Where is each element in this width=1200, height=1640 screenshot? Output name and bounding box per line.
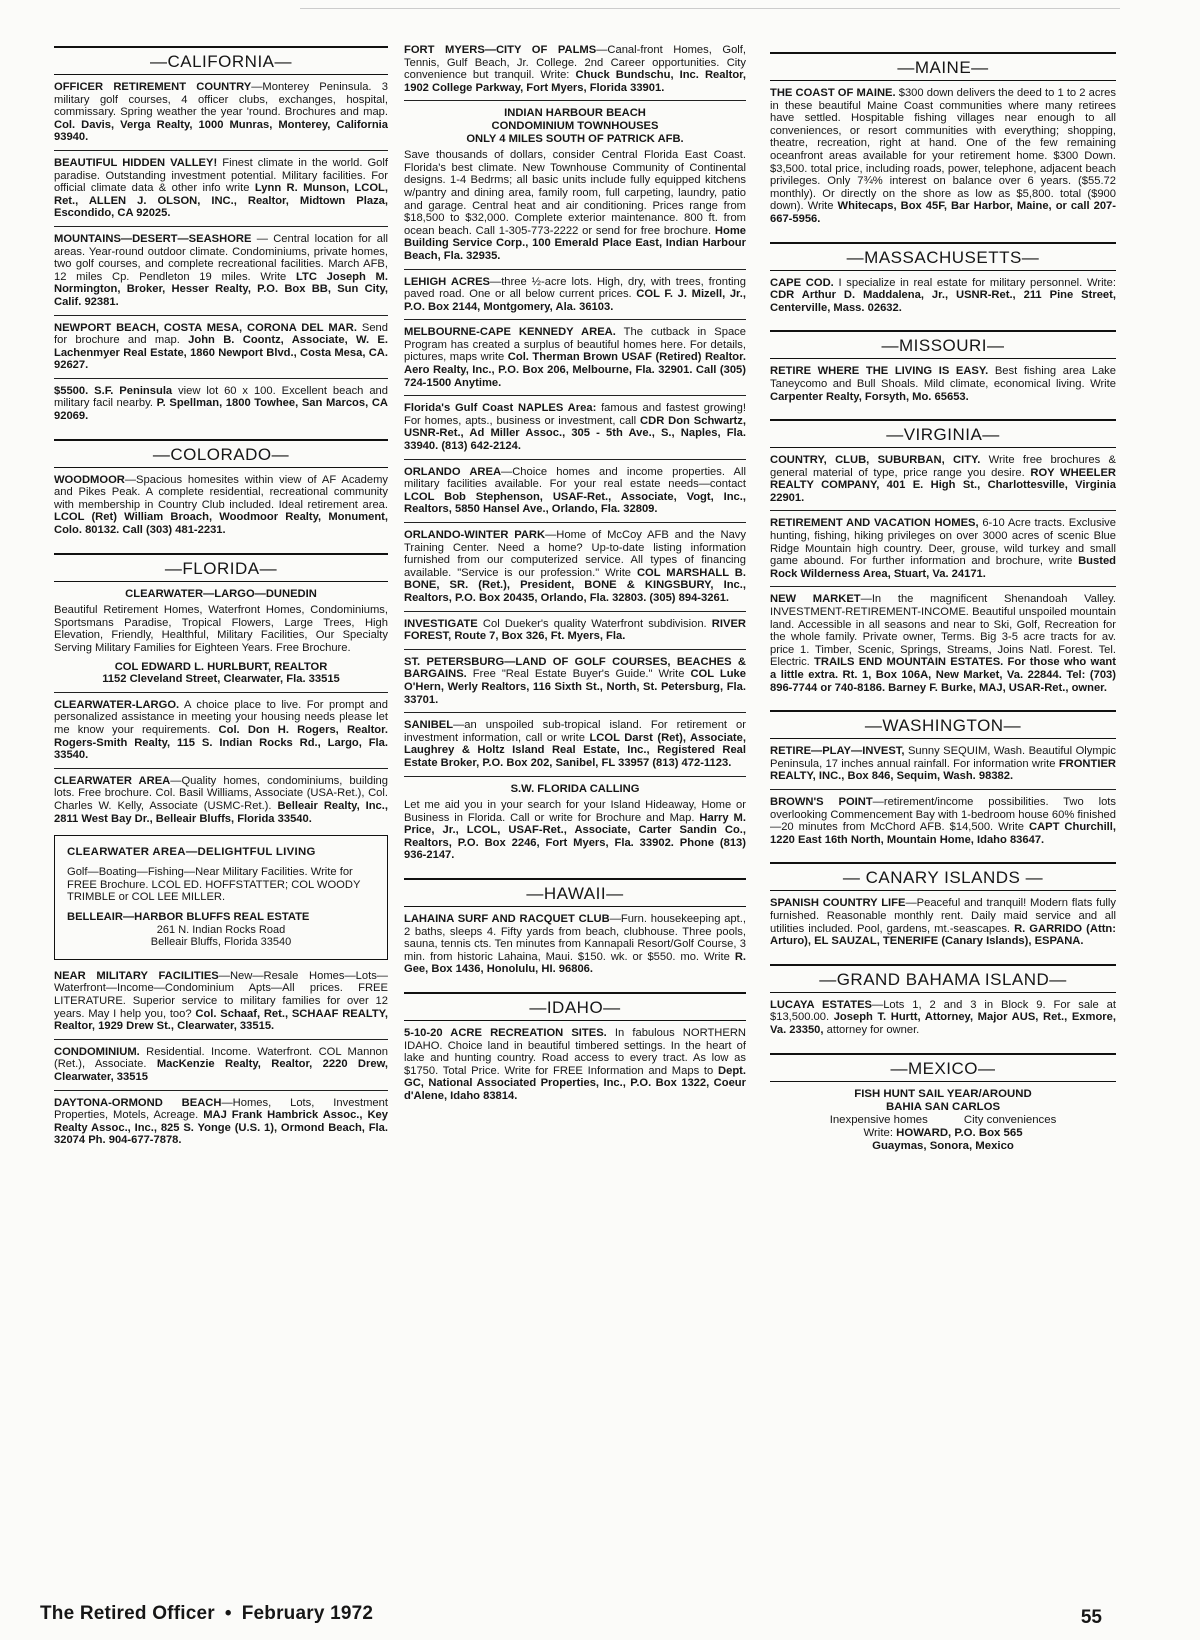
- section-rule: [770, 270, 1116, 271]
- ad-bold-text: LCOL Darst (Ret), Associate, Laughrey & Holtz Island Real Estate, Inc., Registered Real Estate Broker, P.O. Box 202, Sanibel, FL 33957 (813) 472-1123.: [404, 731, 746, 769]
- ad-bold-text: Carpenter Realty, Forsyth, Mo. 65653.: [770, 390, 969, 403]
- ad-bold-text: CAPT Churchill, 1220 East 16th North, Mountain Home, Idaho 83647.: [770, 821, 1116, 846]
- ad-text: $300 down delivers the deed to 1 to 2 acres in these beautiful Maine Coast communities where many retirees have settled. Hospitable fishing villages near enough to all conveniences, or resort communities with everything; shopping, theatre, recreation, right at hand. One of the few remaining oceanfront areas available for your retirement home. $300 Down. $3,500. total price, including roads, power, telephone, adjacent beach privileges. Only 7¾% interest on balance over 6 years. ($55.72 monthly). Or directly on the shore as low as $5,800. total ($900 down). Write: [770, 87, 1116, 213]
- ad-text: Sunny SEQUIM, Wash. Beautiful Olympic Peninsula, 17 inches annual rainfall. For information write: [770, 745, 1116, 770]
- section-idaho: [404, 992, 746, 1021]
- section-california: [54, 46, 388, 75]
- ad-bold-text: R. Gee, Box 1436, Honolulu, HI. 96806.: [404, 950, 746, 976]
- ad-bold-text: CLEARWATER-LARGO.: [54, 698, 180, 711]
- ad-bold-text: Florida's Gulf Coast NAPLES Area:: [404, 402, 597, 415]
- ad-text: Send for brochure and map.: [54, 321, 388, 347]
- ad-bold-text: LCOL (Ret) William Broach, Woodmoor Realty, Monument, Colo. 80132. Call (303) 481-2231.: [54, 511, 388, 537]
- section-missouri: [770, 330, 1116, 359]
- ad-divider: [54, 692, 388, 693]
- classified-ad: [770, 517, 1116, 580]
- ad-bold-text: Busted Rock Wilderness Area, Stuart, Va. 24171.: [770, 555, 1116, 580]
- section-rule: [770, 992, 1116, 993]
- ad-bold-text: Chuck Bundschu, Inc. Realtor, 1902 College Parkway, Fort Myers, Florida 33901.: [404, 69, 746, 94]
- ad-address: Guaymas, Sonora, Mexico: [872, 1139, 1014, 1152]
- section-rule: [404, 906, 746, 907]
- ad-bold-text: TRAILS END MOUNTAIN ESTATES. For those who want a little extra. Rt. 1, Box 106A, New Market, Va. 22844. Tel: (703) 896-7744 or 740-8186. Barney F. Burke, MAJ, USAR-Ret., owner.: [770, 656, 1116, 694]
- section-title: —CALIFORNIA—: [149, 52, 293, 71]
- ad-text: —three ½-acre lots. High, dry, with trees, fronting paved road. One or all below current prices.: [404, 275, 746, 301]
- classified-ad: [404, 402, 746, 452]
- ad-text: The cutback in Space Program has created a surplus of beautiful homes here. For details, pictures, maps write: [404, 326, 746, 364]
- boxed-ad-body: Golf—Boating—Fishing—Near Military Facilities. Write for FREE Brochure. LCOL ED. HOFFSTATTER; COL WOODY TRIMBLE or COL LEE MILLER.: [67, 866, 361, 903]
- ad-divider: [404, 395, 746, 396]
- column-right: [770, 52, 1116, 1153]
- ad-divider: [404, 522, 746, 523]
- classified-ad: [770, 999, 1116, 1037]
- ad-bold-text: CDR Don Schwartz, USNR-Ret., Ad Miller Assoc., 305 - 5th Ave., S., Naples, Fla. 33940. (813) 642-2124.: [404, 414, 746, 453]
- section-rule: [54, 74, 388, 75]
- ad-bold-text: RETIRE—PLAY—INVEST,: [770, 745, 905, 758]
- top-scan-edge: [300, 8, 1120, 9]
- ad-bold-text: CONDOMINIUM.: [54, 1045, 140, 1058]
- ad-text: —Homes, Lots, Investment Properties, Motels, Acreage.: [54, 1096, 388, 1122]
- classified-ad: [770, 277, 1116, 315]
- column-middle: [404, 44, 746, 1109]
- ad-text: Finest climate in the world. Golf paradise. Outstanding investment potential. Military facilities. For official climate data & other info write: [54, 156, 388, 195]
- ad-divider: [54, 150, 388, 151]
- ad-bold-text: MacKenzie Realty, Realtor, 2220 Drew, Clearwater, 33515: [54, 1058, 388, 1083]
- section-hawaii: [404, 878, 746, 907]
- page-number: 55: [1080, 1607, 1102, 1628]
- section-title: —MEXICO—: [890, 1058, 996, 1078]
- ad-bold-text: MAJ Frank Hambrick Assoc., Key Realty Assoc., Inc., 825 S. Yonge (U.S. 1), Ormond Beach, Fla. 32074 Ph. 904-677-7878.: [54, 1109, 388, 1147]
- section-title: —MAINE—: [897, 58, 989, 77]
- boxed-ad-address: Belleair Bluffs, Florida 33540: [150, 936, 292, 949]
- mexico-ad: [770, 1088, 1116, 1153]
- ad-text: Residential. Income. Waterfront. COL Mannon (Ret.), Associate.: [54, 1045, 388, 1071]
- ad-feature: City conveniences: [963, 1113, 1057, 1126]
- section-washington: [770, 710, 1116, 739]
- ad-bold-text: FORT MYERS—CITY OF PALMS: [404, 44, 597, 56]
- classified-ad: [54, 775, 388, 825]
- ad-text: view lot 60 x 100. Excellent beach and military facil nearby.: [54, 384, 388, 410]
- bullet-separator: •: [224, 1603, 232, 1624]
- section-rule: [770, 738, 1116, 739]
- classified-ad: [404, 326, 746, 389]
- ad-bold-text: SANIBEL: [404, 719, 454, 732]
- ad-bold-text: LEHIGH ACRES: [404, 275, 490, 288]
- section-title: —IDAHO—: [529, 998, 621, 1018]
- ad-divider: [54, 315, 388, 316]
- ad-bold-text: SPANISH COUNTRY LIFE: [770, 897, 906, 910]
- ad-bold-text: Home Building Service Corp., 100 Emerald Place East, Indian Harbour Beach, Fla. 32935.: [404, 224, 746, 262]
- section-rule: [54, 467, 388, 468]
- classified-ad: [54, 322, 388, 372]
- ad-bold-text: Belleair Realty, Inc., 2811 West Bay Dr., Belleair Bluffs, Florida 33540.: [54, 799, 388, 825]
- publication-name: The Retired Officer: [40, 1603, 215, 1624]
- ad-bold-text: RETIRE WHERE THE LIVING IS EASY.: [770, 365, 989, 378]
- classified-ad: [54, 970, 388, 1033]
- ad-divider: [770, 586, 1116, 587]
- ad-bold-text: CAPE COD.: [770, 276, 834, 289]
- section-rule: [770, 358, 1116, 359]
- ad-text: — Central location for all areas. Year-round outdoor climate. Condominiums, private homes, two golf courses, and complete recreational facilities. March AFB, 12 miles Cp. Pendleton 19 miles. Write: [54, 232, 388, 283]
- ad-text: —In the magnificent Shenandoah Valley. INVESTMENT-RETIREMENT-INCOME. Beautiful unspoiled mountain land. Accessible in all seasons and near to Ski, Golf, Recreation for the whole family. Private owner, Terms. Big 3-5 acre tracts for av. price 1. Timber, Scenic, Springs, Streams, Joins Natl. Forest. Tel. Electric.: [770, 593, 1116, 669]
- classified-ad: [404, 913, 746, 976]
- ad-text: —Lots 1, 2 and 3 in Block 9. For sale at $13,500.00.: [770, 998, 1116, 1024]
- classified-ad: [404, 529, 746, 605]
- section-grand-bahama: [770, 964, 1116, 993]
- ad-advertiser: COL EDWARD L. HURLBURT, REALTOR: [114, 660, 328, 673]
- section-rule: [770, 80, 1116, 81]
- ad-bold-text: CDR Arthur D. Maddalena, Jr., USNR-Ret., 211 Pine Street, Centerville, Mass. 02632.: [770, 289, 1116, 314]
- ad-bold-text: $5500. S.F. Peninsula: [54, 384, 173, 397]
- ad-bold-text: P. Spellman, 1800 Towhee, San Marcos, CA 92069.: [54, 397, 388, 423]
- section-maine: [770, 52, 1116, 81]
- ad-contact: [770, 1127, 1116, 1140]
- ad-text: —Quality homes, condominiums, building lots. Free brochure. Col. Basil Williams, Associate (USA-Ret.), Col. Charles W. Kelly, Associate (USMC-Ret.).: [54, 774, 388, 812]
- ad-bold-text: Whitecaps, Box 45F, Bar Harbor, Maine, or call 207-667-5956.: [770, 200, 1116, 225]
- ad-text: —New—Resale Homes—Lots—Waterfront—Income—Condominium Apts—All prices. FREE LITERATURE. Superior service to military families for over 12 years. May I help you, too?: [54, 969, 388, 1020]
- boxed-ad-address: 261 N. Indian Rocks Road: [156, 923, 286, 936]
- section-title: —VIRGINIA—: [886, 425, 1000, 445]
- ad-bold-text: Joseph T. Hurtt, Attorney, Major AUS, Ret., Exmore, Va. 23350,: [770, 1011, 1116, 1036]
- classified-ad: [54, 385, 388, 423]
- ad-bold-text: ORLANDO-WINTER PARK: [404, 529, 546, 541]
- ad-heading: S.W. FLORIDA CALLING: [510, 782, 640, 795]
- column-left: [54, 46, 388, 1153]
- ad-bold-text: R. GARRIDO (Attn: Arturo), EL SAUZAL, TENERIFE (Canary Islands), ESPANA.: [770, 922, 1116, 948]
- classified-ad: [404, 719, 746, 769]
- section-title: —HAWAII—: [526, 884, 624, 904]
- classified-ad: [54, 81, 388, 144]
- section-rule: [404, 1020, 746, 1021]
- section-rule: [54, 581, 388, 582]
- classified-ad: [404, 656, 746, 706]
- ad-bold-text: CLEARWATER AREA: [54, 774, 171, 787]
- boxed-ad-heading: CLEARWATER AREA—DELIGHTFUL LIVING: [67, 846, 316, 859]
- classified-ad: [404, 466, 746, 516]
- ad-bold-text: FRONTIER REALTY, INC., Box 846, Sequim, Wash. 98382.: [770, 757, 1116, 783]
- ad-text: famous and fastest growing! For homes, apts., business or investment, call: [404, 402, 746, 427]
- ad-text: —Peaceful and tranquil! Modern flats fully furnished. Reasonable monthly rent. Daily maid service and all utilities included. Pool, gardens, mt.-seascapes.: [770, 897, 1116, 935]
- ad-contact-name: HOWARD, P.O. Box 565: [896, 1126, 1023, 1139]
- ad-bold-text: Dept. GC, National Associated Properties, Inc., P.O. Box 1322, Coeur d'Alene, Idaho 83814.: [404, 1064, 746, 1102]
- ad-bold-text: BEAUTIFUL HIDDEN VALLEY!: [54, 156, 218, 169]
- ad-text: attorney for owner.: [823, 1023, 920, 1036]
- ad-text: Write free brochures & general material of type, price range you desire.: [770, 454, 1116, 479]
- ad-divider: [54, 226, 388, 227]
- classified-ad: [770, 593, 1116, 694]
- ad-divider: [404, 459, 746, 460]
- ad-text: —Monterey Peninsula. 3 military golf courses, 4 officer clubs, exchanges, hospital, commissary. Spring weather the year 'round. Brochures and map.: [54, 81, 388, 119]
- ad-bold-text: COUNTRY, CLUB, SUBURBAN, CITY.: [770, 454, 981, 467]
- ad-bold-text: John B. Coontz, Associate, W. E. Lachenmyer Real Estate, 1860 Newport Blvd., Costa Mesa, CA. 92627.: [54, 334, 388, 372]
- ad-text: —an unspoiled sub-tropical island. For retirement or investment information, call or write: [404, 719, 746, 744]
- ad-heading: FISH HUNT SAIL YEAR/AROUND: [854, 1087, 1032, 1100]
- ad-text: Col Dueker's quality Waterfront subdivision.: [477, 617, 712, 630]
- ad-bold-text: Col. Therman Brown USAF (Retired) Realtor. Aero Realty, Inc., P.O. Box 206, Melbourne, Fla. 32901. Call (305) 724-1500 Anytime.: [404, 351, 746, 389]
- classified-ad: [54, 1097, 388, 1147]
- ad-bold-text: ST. PETERSBURG—LAND OF GOLF COURSES, BEACHES & BARGAINS.: [404, 655, 746, 681]
- ad-divider: [54, 378, 388, 379]
- ad-bold-text: LTC Joseph M. Normington, Broker, Hesser Realty, P.O. Box BB, Sun City, Calif. 92381.: [54, 270, 388, 308]
- ad-divider: [404, 776, 746, 777]
- section-title: — CANARY ISLANDS —: [842, 868, 1044, 888]
- ad-text: 6-10 Acre tracts. Exclusive hunting, fishing, hiking privileges on over 3000 acres of scenic Blue Ridge Mountain high country. Deer, grouse, wild turkey and small game abound. For further information and brochure, write: [770, 517, 1116, 568]
- ad-bold-text: COL Luke O'Hern, Werly Realtors, 116 Sixth St., North, St. Petersburg, Fla. 33701.: [404, 668, 746, 706]
- ad-heading: CONDOMINIUM TOWNHOUSES: [491, 119, 659, 132]
- ad-divider: [770, 789, 1116, 790]
- ad-bold-text: WOODMOOR: [54, 473, 125, 486]
- ad-heading: ONLY 4 MILES SOUTH OF PATRICK AFB.: [466, 132, 684, 145]
- ad-address: 1152 Cleveland Street, Clearwater, Fla. 33515: [102, 673, 340, 686]
- classified-ad: [404, 44, 746, 94]
- ad-text: Free "Real Estate Buyer's Guide." Write: [466, 668, 691, 681]
- ad-bold-text: NEW MARKET: [770, 593, 861, 606]
- classified-ad: [404, 799, 746, 862]
- classified-ad: [54, 157, 388, 220]
- ad-bold-text: THE COAST OF MAINE.: [770, 87, 896, 99]
- section-florida: [54, 553, 388, 582]
- ad-bold-text: LAHAINA SURF AND RACQUET CLUB: [404, 913, 610, 926]
- section-canary-islands: [770, 862, 1116, 891]
- ad-divider: [54, 768, 388, 769]
- ad-heading: INDIAN HARBOUR BEACH: [504, 107, 646, 120]
- ad-bold-text: Harry M. Price, Jr., LCOL, USAF-Ret., Associate, Carter Sandin Co., Realtors, P.O. Box 2246, Fort Myers, Fla. 33902. Phone (813) 936-2147.: [404, 811, 746, 862]
- section-rule: [770, 447, 1116, 448]
- ad-bold-text: Col. Davis, Verga Realty, 1000 Munras, Monterey, California 93940.: [54, 118, 388, 144]
- classified-ad: [54, 699, 388, 762]
- ad-bold-text: MELBOURNE-CAPE KENNEDY AREA.: [404, 326, 616, 339]
- ad-heading: CLEARWATER—LARGO—DUNEDIN: [125, 587, 317, 600]
- ad-body: Beautiful Retirement Homes, Waterfront Homes, Condominiums, Sportsmans Paradise, Tropical Flowers, Large Trees, High Elevation, Friendly, Healthful, Military Facilities, Our Specialty Serving Military Families for Eighteen Years. Free Brochure.: [54, 604, 388, 654]
- ad-bold-text: COL F. J. Mizell, Jr., P.O. Box 2144, Montgomery, Ala. 36103.: [404, 288, 746, 313]
- classified-ad: [770, 454, 1116, 504]
- section-virginia: [770, 419, 1116, 448]
- section-rule: [770, 1081, 1116, 1082]
- ad-feature: Inexpensive homes: [829, 1113, 928, 1126]
- ad-bold-text: RIVER FOREST, Route 7, Box 326, Ft. Myers, Fla.: [404, 617, 746, 643]
- section-massachusetts: [770, 242, 1116, 271]
- ad-bold-text: NEWPORT BEACH, COSTA MESA, CORONA DEL MAR.: [54, 321, 357, 334]
- ad-contact-label: Write:: [863, 1126, 897, 1139]
- classified-ad: [770, 897, 1116, 947]
- boxed-ad: [54, 835, 388, 960]
- classified-ad: [770, 87, 1116, 226]
- section-title: —MISSOURI—: [881, 336, 1005, 356]
- ad-bold-text: Lynn R. Munson, LCOL, Ret., ALLEN J. OLSON, INC., Realtor, Midtown Plaza, Escondido, CA 92025.: [54, 182, 388, 220]
- ad-bold-text: BROWN'S POINT: [770, 795, 873, 808]
- section-rule: [770, 890, 1116, 891]
- ad-text: —Furn. housekeeping apt., 2 baths, sleeps 4. Fifty yards from beach, clubhouse. Three pools, sauna, tennis cts. Ten minutes from Kannapali Resort/Golf Course, 3 min. from historic Lahaina, Maui. $150. wk. or $550. mo. Write: [404, 913, 746, 963]
- classified-ad: [54, 1046, 388, 1084]
- ad-bold-text: LUCAYA ESTATES: [770, 998, 872, 1011]
- ad-text: —retirement/income possibilities. Two lots overlooking Commencement Bay with 1-bedroom house 60% finished—20 minutes from McChord AFB. $14,500. Write: [770, 795, 1116, 834]
- ad-divider: [404, 611, 746, 612]
- classified-ad: [54, 474, 388, 537]
- ad-divider: [770, 510, 1116, 511]
- classified-ad: [770, 365, 1116, 403]
- page-footer: [40, 1603, 373, 1625]
- classified-ad: [770, 745, 1116, 783]
- classified-ad: [404, 618, 746, 643]
- ad-bold-text: NEAR MILITARY FACILITIES: [54, 969, 219, 982]
- ad-text: Let me aid you in your search for your Island Hideaway, Home or Business in Florida. Call or write for Brochure and Map.: [404, 799, 746, 824]
- ad-divider: [404, 100, 746, 101]
- ad-text: —Spacious homesites within view of AF Academy and Pikes Peak. A complete residential, recreational community with membership in Country Club included. Ideal retirement area.: [54, 473, 388, 511]
- ad-divider: [54, 1090, 388, 1091]
- boxed-ad-company: BELLEAIR—HARBOR BLUFFS REAL ESTATE: [67, 911, 310, 924]
- ad-divider: [54, 1039, 388, 1040]
- classified-ad: [54, 233, 388, 309]
- ad-bold-text: COL MARSHALL B. BONE, SR. (Ret.), President, BONE & KINGSBURY, Inc., Realtors, P.O. Box 20435, Orlando, Fla. 32803. (305) 894-3261.: [404, 566, 746, 604]
- ad-text: —Home of McCoy AFB and the Navy Training Center. Need a home? Up-to-date listing information furnished from our computerized service. All types of financing available. "Service is our profession." Write: [404, 529, 746, 579]
- ad-text: A choice place to live. For prompt and personalized assistance in meeting your housing needs please let me know your requirements.: [54, 698, 388, 736]
- classified-ad: [404, 276, 746, 314]
- ad-bold-text: DAYTONA-ORMOND BEACH: [54, 1096, 222, 1109]
- section-title: —WASHINGTON—: [864, 716, 1022, 736]
- ad-features: [770, 1114, 1116, 1127]
- ad-heading: BAHIA SAN CARLOS: [885, 1100, 1001, 1113]
- ad-text: I specialize in real estate for military personnel. Write:: [833, 276, 1116, 289]
- issue-date: February 1972: [241, 1603, 374, 1624]
- ad-bold-text: OFFICER RETIREMENT COUNTRY: [54, 81, 252, 93]
- ad-bold-text: 5-10-20 ACRE RECREATION SITES.: [404, 1027, 607, 1040]
- ad-text: Best fishing area Lake Taneycomo and Bull Shoals. Mild climate, economical living. Write: [770, 365, 1116, 390]
- ad-bold-text: RETIREMENT AND VACATION HOMES,: [770, 517, 979, 530]
- classified-ad: [404, 149, 746, 262]
- ad-divider: [404, 269, 746, 270]
- ad-bold-text: Col. Schaaf, Ret., SCHAAF REALTY, Realtor, 1929 Drew St., Clearwater, 33515.: [54, 1007, 388, 1033]
- ad-bold-text: MOUNTAINS—DESERT—SEASHORE: [54, 232, 252, 245]
- ad-bold-text: ROY WHEELER REALTY COMPANY, 401 E. High St., Charlottesville, Virginia 22901.: [770, 466, 1116, 504]
- ad-bold-text: Col. Don H. Rogers, Realtor. Rogers-Smith Realty, 115 S. Indian Rocks Rd., Largo, Fla. 33540.: [54, 723, 388, 762]
- ad-bold-text: INVESTIGATE: [404, 617, 478, 630]
- ad-text: —Choice homes and income properties. All military facilities available. For your real estate needs—contact: [404, 465, 746, 491]
- ad-text: Save thousands of dollars, consider Central Florida East Coast. Florida's best climate. New Townhouse Community of Continental designs. 1-4 Bedrms; all basic units include fully equipped kitchens w/pantry and dining area, family room, full carpeting, laundry, patio and garage. Central heat and air conditioning. Prices range from $18,500 to $32,000. Complete exterior maintenance. 800 ft. from ocean beach. Call 1-305-773-2222 or send for free brochure.: [404, 149, 746, 237]
- classified-ad: [404, 1027, 746, 1103]
- ad-divider: [404, 649, 746, 650]
- ad-divider: [404, 319, 746, 320]
- ad-text: In fabulous NORTHERN IDAHO. Choice land in beautiful timbered settings. In the heart of lake and hunting country. Road access to every tract. As low as $1750. Total Price. Write for FREE Information and Maps to: [404, 1027, 746, 1077]
- section-title: —FLORIDA—: [164, 558, 278, 578]
- classified-ad: [770, 796, 1116, 846]
- section-title: —COLORADO—: [152, 444, 290, 464]
- section-colorado: [54, 439, 388, 468]
- ad-bold-text: ORLANDO AREA: [404, 465, 502, 478]
- ad-text: —Canal-front Homes, Golf, Tennis, Gulf Beach, Jr. College. 2nd Career opportunities. City convenience but tranquil. Write:: [404, 44, 746, 82]
- ad-bold-text: LCOL Bob Stephenson, USAF-Ret., Associate, Vogt, Inc., Realtors, 5850 Hansel Ave., Orlando, Fla. 32809.: [404, 490, 746, 516]
- section-mexico: [770, 1053, 1116, 1082]
- ad-divider: [404, 712, 746, 713]
- section-title: —GRAND BAHAMA ISLAND—: [819, 969, 1067, 989]
- section-title: —MASSACHUSETTS—: [846, 247, 1040, 267]
